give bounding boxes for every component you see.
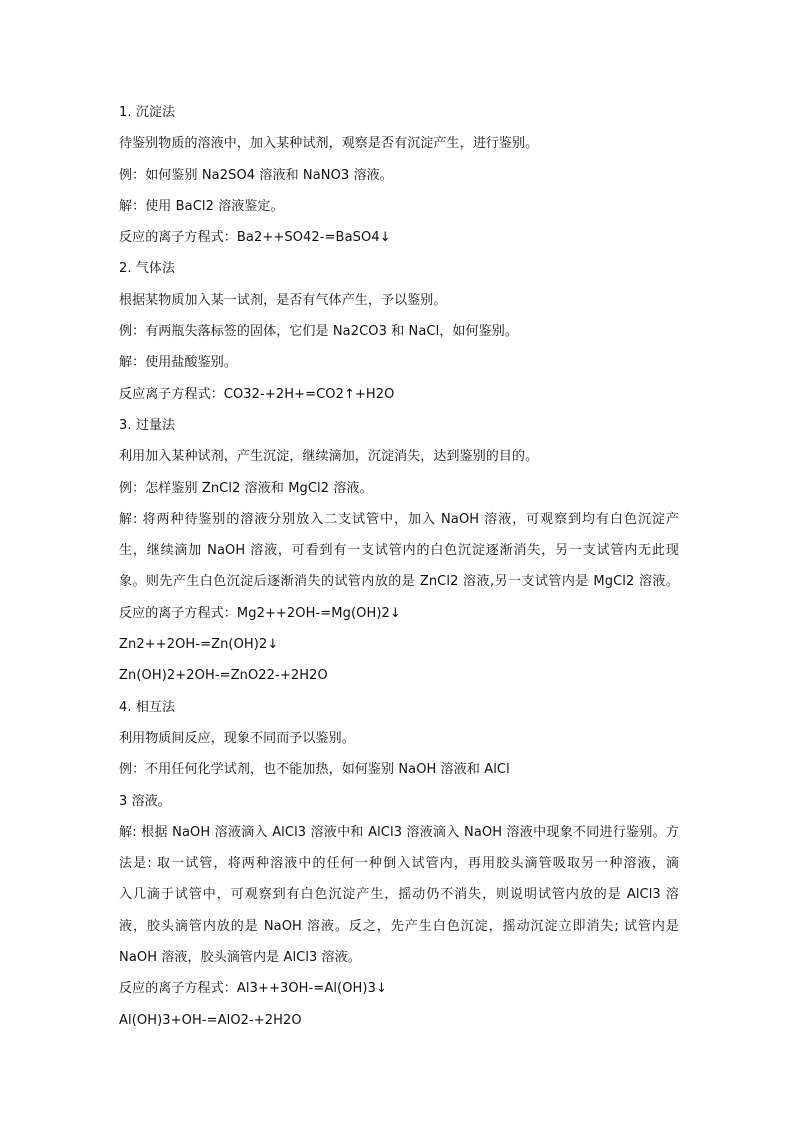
paragraph-line: 入几滴于试管中，可观察到有白色沉淀产生，摇动仍不消失，则说明试管内放的是 AlCl3 溶 bbox=[119, 887, 679, 903]
paragraph-line: 3 溶液。 bbox=[119, 793, 171, 809]
paragraph-line: 法是: 取一试管，将两种溶液中的任何一种倒入试管内，再用胶头滴管吸取另一种溶液，滴 bbox=[119, 856, 679, 872]
paragraph-line: 液，胶头滴管内放的是 NaOH 溶液。反之，先产生白色沉淀，摇动沉淀立即消失; 试管内是 bbox=[119, 918, 679, 934]
paragraph-line: 利用加入某种试剂，产生沉淀，继续滴加，沉淀消失，达到鉴别的目的。 bbox=[119, 449, 539, 465]
paragraph-line: 例：怎样鉴别 ZnCl2 溶液和 MgCl2 溶液。 bbox=[119, 480, 373, 496]
equation-line: Zn(OH)2+2OH-=ZnO22-+2H2O bbox=[119, 668, 328, 684]
paragraph-line: 解：使用盐酸鉴别。 bbox=[119, 355, 237, 371]
section-heading-precipitation: 1. 沉淀法 bbox=[119, 105, 176, 120]
paragraph-line: 解：使用 BaCl2 溶液鉴定。 bbox=[119, 198, 284, 214]
equation-line: 反应的离子方程式：Al3++3OH-=Al(OH)3↓ bbox=[119, 981, 387, 997]
paragraph-line: 例：不用任何化学试剂，也不能加热，如何鉴别 NaOH 溶液和 AlCl bbox=[119, 762, 510, 778]
paragraph-line: 生，继续滴加 NaOH 溶液，可看到有一支试管内的白色沉淀逐渐消失，另一支试管内无此现 bbox=[119, 543, 679, 559]
equation-line: 反应的离子方程式：Ba2++SO42-=BaSO4↓ bbox=[119, 230, 391, 246]
equation-line: Al(OH)3+OH-=AlO2-+2H2O bbox=[119, 1012, 302, 1028]
equation-line: 反应离子方程式：CO32-+2H+=CO2↑+H2O bbox=[119, 386, 395, 402]
equation-line: Zn2++2OH-=Zn(OH)2↓ bbox=[119, 637, 279, 653]
section-heading-mutual: 4. 相互法 bbox=[119, 699, 176, 715]
paragraph-line: 利用物质间反应，现象不同而予以鉴别。 bbox=[119, 730, 355, 746]
paragraph-line: 解: 根据 NaOH 溶液滴入 AlCl3 溶液中和 AlCl3 溶液滴入 NaOH 溶液中现象不同进行鉴别。方 bbox=[119, 824, 679, 840]
section-heading-excess: 3. 过量法 bbox=[119, 417, 176, 433]
paragraph-line: 待鉴别物质的溶液中，加入某种试剂，观察是否有沉淀产生，进行鉴别。 bbox=[119, 136, 539, 152]
equation-line: 反应的离子方程式：Mg2++2OH-=Mg(OH)2↓ bbox=[119, 605, 401, 621]
paragraph-line: 根据某物质加入某一试剂，是否有气体产生，予以鉴别。 bbox=[119, 292, 447, 308]
section-heading-gas: 2. 气体法 bbox=[119, 261, 176, 277]
paragraph-line: 解: 将两种待鉴别的溶液分别放入二支试管中，加入 NaOH 溶液，可观察到均有白色沉淀产 bbox=[119, 511, 679, 527]
paragraph-line: 例：如何鉴别 Na2SO4 溶液和 NaNO3 溶液。 bbox=[119, 167, 393, 183]
paragraph-line: 象。则先产生白色沉淀后逐渐消失的试管内放的是 ZnCl2 溶液,另一支试管内是 MgCl2 溶液。 bbox=[119, 574, 679, 590]
paragraph-line: NaOH 溶液，胶头滴管内是 AlCl3 溶液。 bbox=[119, 950, 361, 966]
paragraph-line: 例：有两瓶失落标签的固体，它们是 Na2CO3 和 NaCl，如何鉴别。 bbox=[119, 324, 518, 340]
document-body bbox=[119, 101, 679, 1040]
